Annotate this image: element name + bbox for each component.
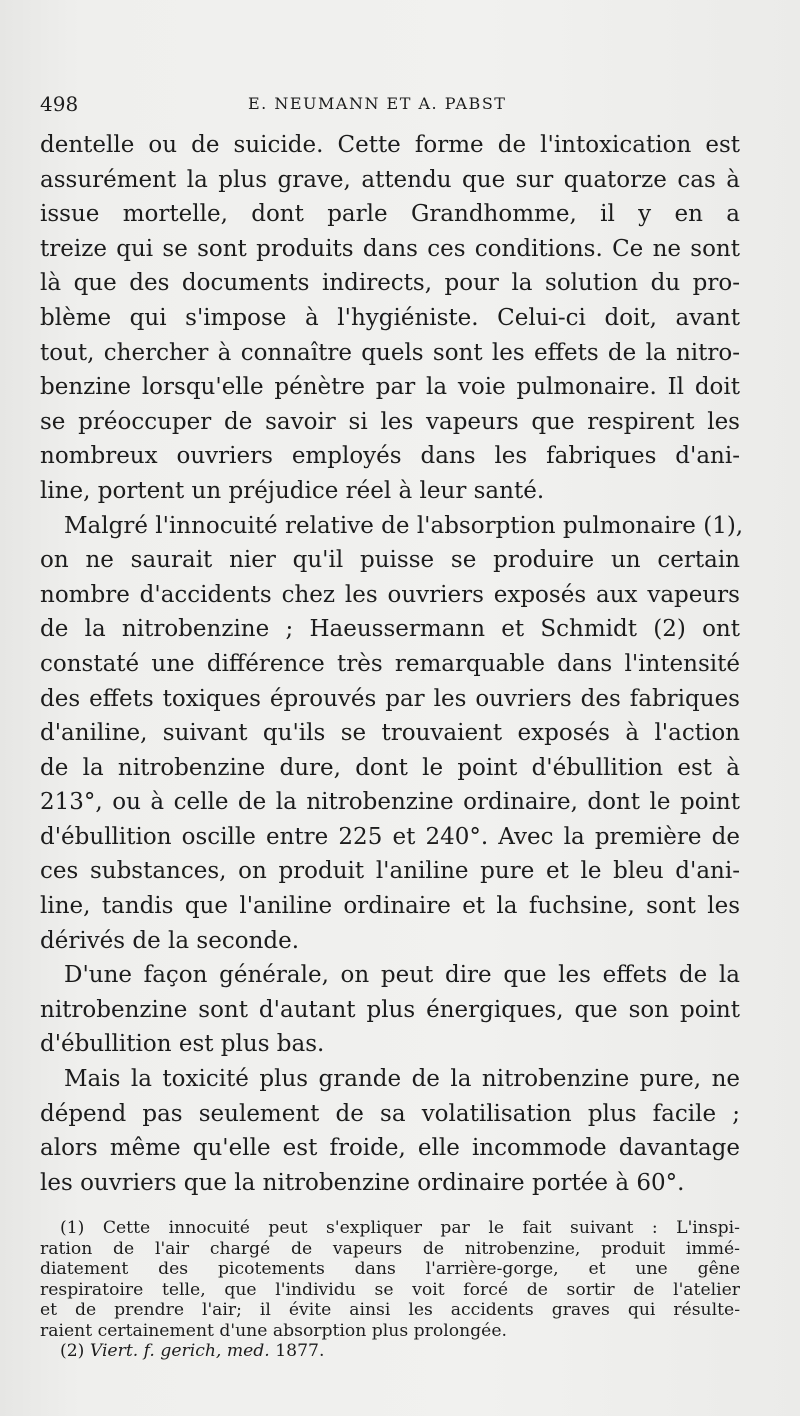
running-title: E. NEUMANN ET A. PABST (248, 94, 507, 113)
text-line: issue mortelle, dont parle Grandhomme, il y en a (40, 201, 740, 228)
text-line: assurément la plus grave, attendu que sur quatorze cas à (40, 166, 740, 193)
footnote-line: respiratoire telle, que l'individu se voit forcé de sortir de l'atelier (40, 1279, 740, 1300)
text-line: d'aniline, suivant qu'ils se trouvaient exposés à l'action (40, 720, 740, 747)
text-line: d'ébullition oscille entre 225 et 240°. Avec la première de (40, 823, 740, 850)
footnotes (40, 1218, 740, 1362)
text-line: tout, chercher à connaître quels sont les effets de la nitro- (40, 339, 740, 366)
footnote-line: (1) Cette innocuité peut s'expliquer par le fait suivant : L'inspi- (60, 1218, 740, 1238)
text-line: line, portent un préjudice réel à leur santé. (40, 477, 545, 504)
text-line: benzine lorsqu'elle pénètre par la voie pulmonaire. Il doit (40, 374, 740, 401)
footnote-line: raient certainement d'une absorption plus prolongée. (40, 1320, 507, 1341)
text-line: nombreux ouvriers employés dans les fabriques d'ani- (40, 443, 740, 470)
text-line: les ouvriers que la nitrobenzine ordinaire portée à 60°. (40, 1169, 685, 1196)
footnote-line: et de prendre l'air; il évite ainsi les accidents graves qui résulte- (40, 1300, 740, 1320)
footnote-line: diatement des picotements dans l'arrière-gorge, et une gêne (40, 1259, 740, 1279)
text-line: se préoccuper de savoir si les vapeurs que respirent les (40, 408, 740, 435)
text-line: alors même qu'elle est froide, elle incommode davantage (40, 1135, 740, 1162)
footnote-year: 1877. (275, 1341, 325, 1361)
text-line: blème qui s'impose à l'hygiéniste. Celui-ci doit, avant (40, 304, 740, 331)
text-line: là que des documents indirects, pour la solution du pro- (40, 270, 740, 297)
text-line: dentelle ou de suicide. Cette forme de l'intoxication est (40, 132, 740, 158)
footnote-line: ration de l'air chargé de vapeurs de nitrobenzine, produit immé- (40, 1238, 740, 1259)
text-line: Malgré l'innocuité relative de l'absorption pulmonaire (1), (64, 512, 744, 539)
footnote-citation: Viert. f. gerich, med. (89, 1341, 270, 1361)
text-line: nitrobenzine sont d'autant plus énergiques, que son point (40, 996, 740, 1023)
text-line: 213°, ou à celle de la nitrobenzine ordinaire, dont le point (40, 789, 740, 816)
text-line: nombre d'accidents chez les ouvriers exposés aux vapeurs (40, 581, 740, 608)
text-line: line, tandis que l'aniline ordinaire et la fuchsine, sont les (40, 893, 740, 920)
text-line: treize qui se sont produits dans ces conditions. Ce ne sont (40, 235, 740, 262)
page-number: 498 (40, 92, 79, 116)
text-line: D'une façon générale, on peut dire que les effets de la (64, 962, 740, 989)
footnote-marker: (2) (60, 1341, 85, 1361)
text-line: on ne saurait nier qu'il puisse se produire un certain (40, 547, 740, 574)
body-text (40, 128, 744, 1200)
text-line: de la nitrobenzine dure, dont le point d'ébullition est à (40, 754, 740, 781)
text-line: dérivés de la seconde. (40, 927, 300, 954)
running-head (40, 92, 780, 118)
text-line: ces substances, on produit l'aniline pure et le bleu d'ani- (40, 858, 740, 885)
text-line: Mais la toxicité plus grande de la nitrobenzine pure, ne (64, 1066, 740, 1093)
text-line: constaté une différence très remarquable dans l'intensité (40, 650, 740, 677)
text-line: d'ébullition est plus bas. (40, 1031, 325, 1058)
footnote-2 (40, 1341, 740, 1362)
text-line: dépend pas seulement de sa volatilisation plus facile ; (40, 1100, 740, 1127)
text-line: des effets toxiques éprouvés par les ouvriers des fabriques (40, 685, 740, 712)
text-line: de la nitrobenzine ; Haeussermann et Schmidt (2) ont (40, 616, 740, 643)
